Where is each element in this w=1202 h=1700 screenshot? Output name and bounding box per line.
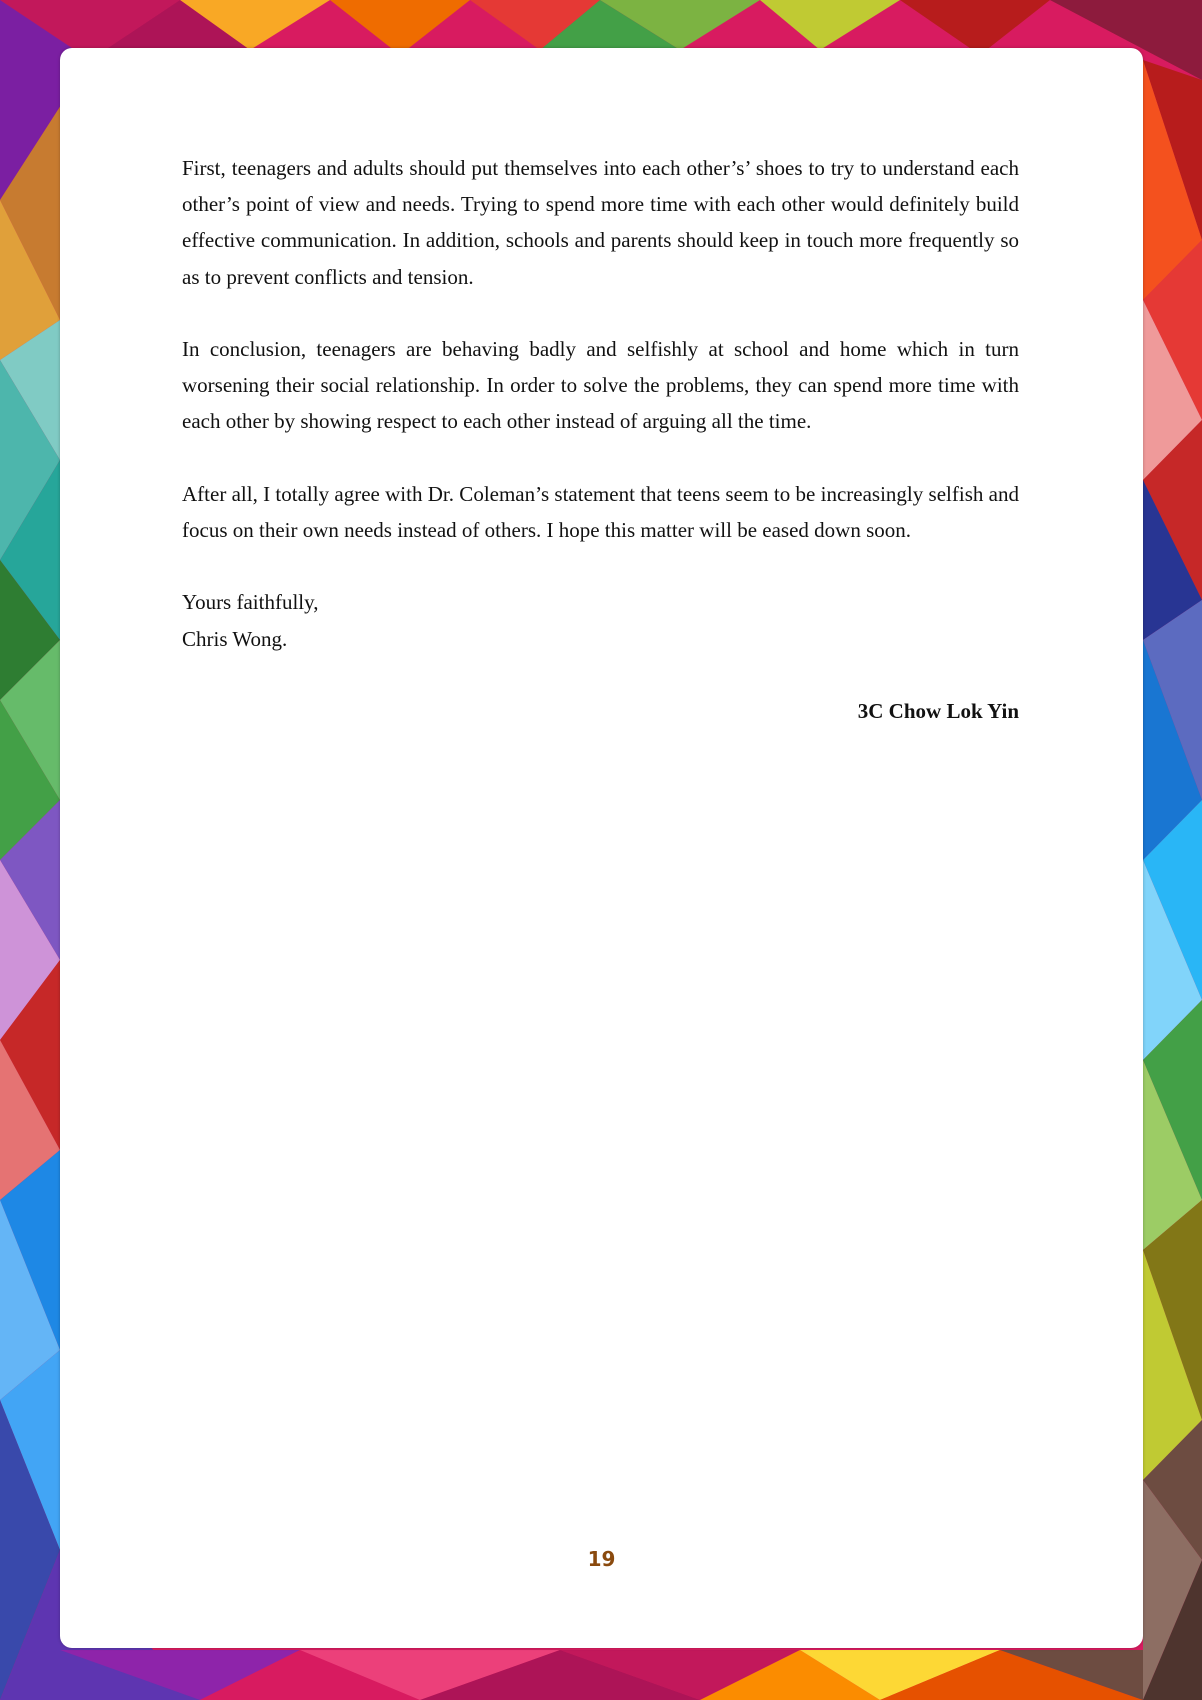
- closing-block: [182, 584, 1019, 656]
- letter-body: [182, 150, 1019, 729]
- signature-name: Chris Wong.: [182, 626, 288, 651]
- closing-salutation: Yours faithfully,: [182, 590, 319, 615]
- page-number: 19: [587, 1547, 616, 1571]
- paragraph-final-remark: After all, I totally agree with Dr. Coleman’s statement that teens seem to be increasingly selfish and focus on their own needs instead of others. I hope this matter will be eased down soon.: [182, 481, 1019, 542]
- paragraph-conclusion: In conclusion, teenagers are behaving badly and selfishly at school and home which in turn worsening their social relationship. In order to solve the problems, they can spend more time with each other by showing respect to each other instead of arguing all the time.: [182, 337, 1019, 434]
- document-page: [60, 48, 1143, 1648]
- author-credit: 3C Chow Lok Yin: [857, 698, 1019, 723]
- paragraph-solutions: First, teenagers and adults should put themselves into each other’s’ shoes to try to understand each other’s point of view and needs. Trying to spend more time with each other would definitely build effective communication. In addition, schools and parents should keep in touch more frequently so as to prevent conflicts and tension.: [182, 156, 1019, 289]
